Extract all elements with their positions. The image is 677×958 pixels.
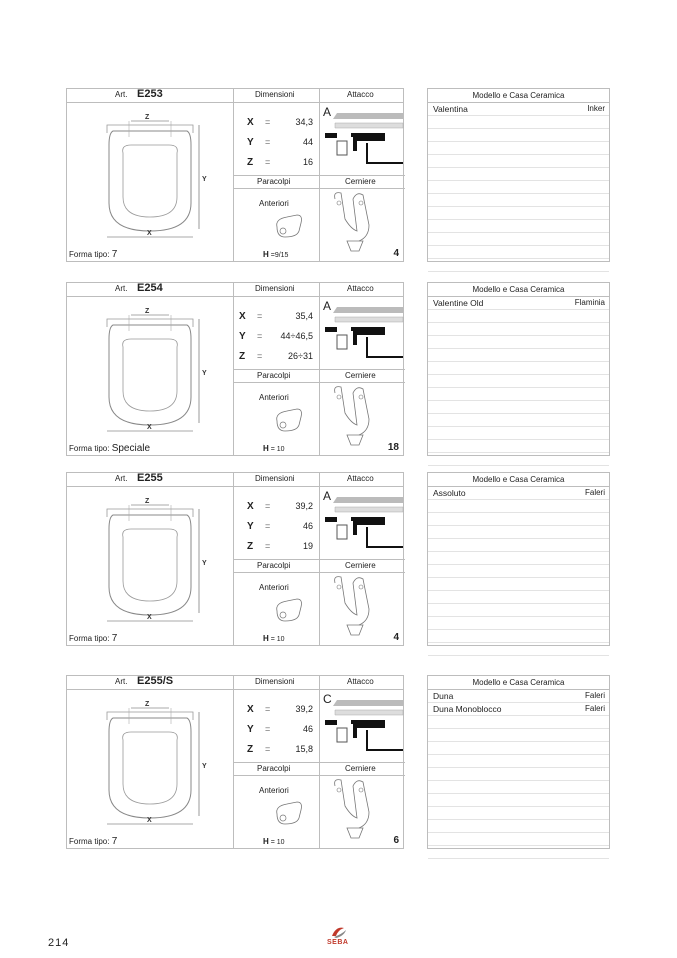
dimension-key: X [247, 704, 254, 715]
product-card [66, 88, 404, 262]
model-row [428, 155, 609, 168]
model-row [428, 194, 609, 207]
attacco-letter: C [323, 692, 332, 706]
h-key: H [263, 837, 269, 846]
seba-logo [324, 924, 354, 950]
model-row [428, 487, 609, 500]
model-table [427, 282, 610, 456]
model-row [428, 375, 609, 388]
model-row [428, 729, 609, 742]
model-name: Valentina [433, 104, 468, 114]
model-row [428, 349, 609, 362]
dim-x-label: X [147, 817, 152, 824]
model-brand: Faleri [584, 704, 605, 713]
attacco-label: Attacco [347, 284, 374, 293]
dimension-value: 35,4 [295, 311, 313, 321]
dimensioni-label: Dimensioni [255, 90, 295, 99]
divider [233, 175, 405, 176]
h-key: H [263, 444, 269, 453]
anteriori-label: Anteriori [259, 393, 289, 402]
model-row [428, 604, 609, 617]
dimension-eq: = [265, 157, 271, 167]
paracolpi-drawing [273, 213, 305, 239]
dimension-eq: = [265, 117, 271, 127]
model-brand: Flaminia [574, 298, 605, 307]
model-header: Modello e Casa Ceramica [428, 283, 609, 297]
model-row [428, 513, 609, 526]
cerniera-drawing [329, 776, 385, 842]
paracolpi-drawing [273, 407, 305, 433]
seat-drawing [95, 307, 225, 435]
paracolpi-label: Paracolpi [257, 764, 291, 773]
dim-x-label: X [147, 614, 152, 621]
cerniere-label: Cerniere [345, 764, 376, 773]
model-row [428, 181, 609, 194]
attacco-drawing [323, 491, 403, 555]
model-row [428, 794, 609, 807]
model-row [428, 414, 609, 427]
h-value [263, 837, 285, 846]
dimension-key: X [247, 501, 254, 512]
model-row [428, 440, 609, 453]
divider [233, 762, 405, 763]
dim-y-label: Y [202, 763, 207, 770]
model-row [428, 233, 609, 246]
dimension-value: 19 [302, 541, 313, 551]
dimensioni-label: Dimensioni [255, 474, 295, 483]
card-header [67, 283, 403, 297]
forma-label: Forma tipo: [69, 634, 110, 643]
dim-z-label: Z [145, 114, 150, 121]
model-row [428, 617, 609, 630]
art-label: Art. [115, 677, 128, 686]
attacco-drawing [323, 694, 403, 758]
model-table [427, 88, 610, 262]
forma-value: Speciale [111, 443, 151, 454]
dimension-value: 34,3 [295, 117, 313, 127]
product-card [66, 472, 404, 646]
model-name: Valentine Old [433, 298, 484, 308]
h-number: = 10 [270, 839, 285, 846]
dimension-value: 39,2 [295, 501, 313, 511]
forma-label: Forma tipo: [69, 250, 110, 259]
dimension-eq: = [257, 311, 263, 321]
model-row [428, 427, 609, 440]
cerniera-drawing [329, 189, 385, 255]
model-brand: Inker [587, 104, 605, 113]
cerniere-label: Cerniere [345, 371, 376, 380]
h-number: =9/15 [270, 252, 289, 259]
dimension-eq: = [265, 521, 271, 531]
dimension-eq: = [265, 724, 271, 734]
logo-text: SEBA [327, 939, 349, 946]
h-key: H [263, 634, 269, 643]
dimension-eq: = [257, 351, 263, 361]
model-row [428, 703, 609, 716]
cerniere-number: 18 [387, 442, 399, 453]
cerniere-number: 6 [393, 835, 399, 846]
card-header [67, 89, 403, 103]
forma-label: Forma tipo: [69, 837, 110, 846]
model-row [428, 220, 609, 233]
model-row [428, 401, 609, 414]
forma-value: 7 [111, 249, 118, 260]
h-key: H [263, 250, 269, 259]
model-table [427, 675, 610, 849]
anteriori-label: Anteriori [259, 583, 289, 592]
art-label: Art. [115, 90, 128, 99]
model-row [428, 690, 609, 703]
divider [233, 559, 405, 560]
model-row [428, 716, 609, 729]
paracolpi-label: Paracolpi [257, 177, 291, 186]
h-number: = 10 [270, 446, 285, 453]
dimension-key: Z [239, 351, 246, 362]
model-row [428, 742, 609, 755]
dim-y-label: Y [202, 176, 207, 183]
dim-z-label: Z [145, 701, 150, 708]
model-row [428, 362, 609, 375]
model-row [428, 310, 609, 323]
dimension-eq: = [265, 744, 271, 754]
dimension-eq: = [265, 541, 271, 551]
art-label: Art. [115, 284, 128, 293]
page-number: 214 [48, 937, 70, 949]
art-label: Art. [115, 474, 128, 483]
attacco-letter: A [323, 489, 332, 503]
dimensioni-label: Dimensioni [255, 677, 295, 686]
attacco-drawing [323, 301, 403, 365]
dimension-value: 26÷31 [288, 351, 313, 361]
model-brand: Faleri [584, 691, 605, 700]
dim-y-label: Y [202, 560, 207, 567]
forma-value: 7 [111, 633, 118, 644]
model-row [428, 323, 609, 336]
dimension-value: 44 [302, 137, 313, 147]
model-row [428, 755, 609, 768]
h-number: = 10 [270, 636, 285, 643]
model-header: Modello e Casa Ceramica [428, 473, 609, 487]
forma-tipo [69, 249, 117, 260]
model-header: Modello e Casa Ceramica [428, 89, 609, 103]
cerniera-drawing [329, 383, 385, 449]
cerniere-number: 4 [393, 632, 399, 643]
seat-drawing [95, 700, 225, 828]
dimension-key: X [247, 117, 254, 128]
attacco-letter: A [323, 299, 332, 313]
paracolpi-drawing [273, 597, 305, 623]
dim-y-label: Y [202, 370, 207, 377]
cerniere-number: 4 [393, 248, 399, 259]
forma-tipo [69, 633, 117, 644]
seat-drawing [95, 113, 225, 241]
article-code: E255 [137, 472, 163, 484]
dimension-key: Y [247, 724, 254, 735]
dimension-eq: = [265, 704, 271, 714]
model-row [428, 259, 609, 272]
attacco-label: Attacco [347, 474, 374, 483]
model-header: Modello e Casa Ceramica [428, 676, 609, 690]
forma-label: Forma tipo: [69, 444, 110, 453]
dim-x-label: X [147, 424, 152, 431]
divider [233, 369, 405, 370]
seat-drawing [95, 497, 225, 625]
dimension-eq: = [265, 501, 271, 511]
model-row [428, 142, 609, 155]
dimension-value: 46 [302, 521, 313, 531]
h-value [263, 634, 285, 643]
model-name: Duna Monoblocco [433, 704, 502, 714]
model-row [428, 833, 609, 846]
dim-x-label: X [147, 230, 152, 237]
model-row [428, 552, 609, 565]
model-row [428, 103, 609, 116]
attacco-letter: A [323, 105, 332, 119]
model-row [428, 246, 609, 259]
seba-swirl-icon [324, 924, 354, 940]
forma-tipo [69, 443, 150, 454]
model-row [428, 116, 609, 129]
dimension-key: Z [247, 541, 254, 552]
model-row [428, 578, 609, 591]
model-row [428, 453, 609, 466]
model-row [428, 768, 609, 781]
card-header [67, 676, 403, 690]
dimension-value: 16 [302, 157, 313, 167]
model-row [428, 643, 609, 656]
product-card [66, 675, 404, 849]
model-row [428, 297, 609, 310]
dimensioni-label: Dimensioni [255, 284, 295, 293]
model-row [428, 336, 609, 349]
model-row [428, 781, 609, 794]
paracolpi-label: Paracolpi [257, 561, 291, 570]
dimension-key: Y [239, 331, 246, 342]
model-row [428, 500, 609, 513]
article-code: E255/S [137, 675, 174, 687]
model-row [428, 388, 609, 401]
model-row [428, 129, 609, 142]
model-row [428, 539, 609, 552]
model-row [428, 565, 609, 578]
model-name: Assoluto [433, 488, 466, 498]
model-name: Duna [433, 691, 454, 701]
h-value [263, 444, 285, 453]
attacco-label: Attacco [347, 677, 374, 686]
anteriori-label: Anteriori [259, 786, 289, 795]
model-table [427, 472, 610, 646]
dimension-value: 39,2 [295, 704, 313, 714]
dimension-key: Z [247, 157, 254, 168]
model-row [428, 807, 609, 820]
cerniere-label: Cerniere [345, 177, 376, 186]
dimension-key: X [239, 311, 246, 322]
article-code: E253 [137, 88, 163, 100]
anteriori-label: Anteriori [259, 199, 289, 208]
card-header [67, 473, 403, 487]
model-row [428, 168, 609, 181]
dimension-key: Y [247, 137, 254, 148]
model-brand: Faleri [584, 488, 605, 497]
h-value [263, 250, 288, 259]
dim-z-label: Z [145, 498, 150, 505]
paracolpi-label: Paracolpi [257, 371, 291, 380]
paracolpi-drawing [273, 800, 305, 826]
model-row [428, 630, 609, 643]
cerniere-label: Cerniere [345, 561, 376, 570]
attacco-label: Attacco [347, 90, 374, 99]
dimension-key: Z [247, 744, 254, 755]
attacco-drawing [323, 107, 403, 171]
dimension-value: 15,8 [295, 744, 313, 754]
model-row [428, 207, 609, 220]
dimension-value: 46 [302, 724, 313, 734]
dimension-eq: = [257, 331, 263, 341]
model-row [428, 846, 609, 859]
model-row [428, 820, 609, 833]
cerniera-drawing [329, 573, 385, 639]
dimension-eq: = [265, 137, 271, 147]
forma-value: 7 [111, 836, 118, 847]
dimension-value: 44÷46,5 [280, 331, 313, 341]
dimension-key: Y [247, 521, 254, 532]
forma-tipo [69, 836, 117, 847]
dim-z-label: Z [145, 308, 150, 315]
model-row [428, 591, 609, 604]
article-code: E254 [137, 282, 163, 294]
product-card [66, 282, 404, 456]
model-row [428, 526, 609, 539]
